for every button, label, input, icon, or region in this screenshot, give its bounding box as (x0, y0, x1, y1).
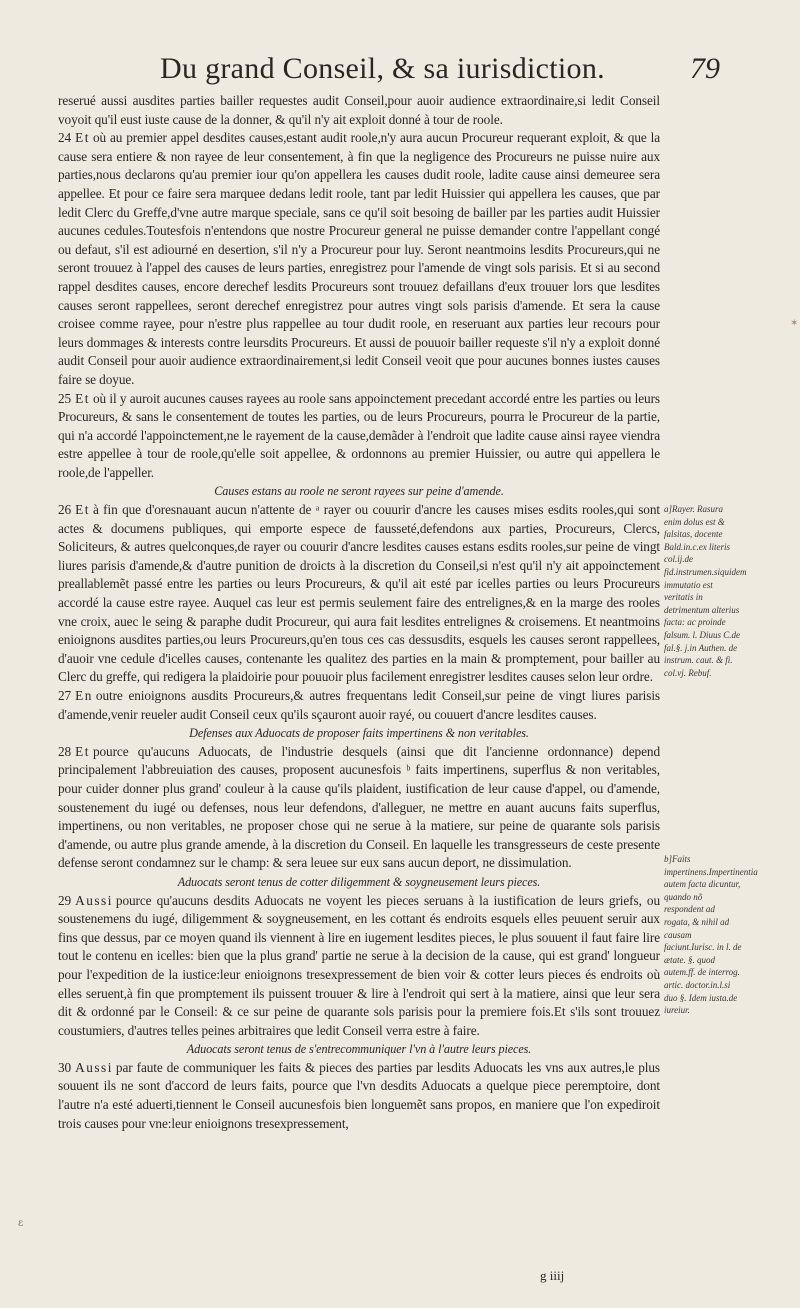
page-header (160, 52, 720, 92)
paragraph-text: où il y auroit aucunes causes rayees au roole sans appoinctement precedant accordé entre les parties ou leurs Procureurs, & sans le consentement de toutes les parties, ou de leurs Procureurs, pourra le Procureur de la partie, qui n'a accordé l'appoinctement,ne le rayement de la cause,demãder à l'endroit que ladite cause ainsi rayee viendra estre appellee à tour de roole,qu'elle soit appellee, & ordonnons au premier Huissier, ou autre qui appellera le roole,de l'appeller. (58, 390, 660, 480)
lead-word: Aussi (75, 1059, 113, 1075)
article-paragraph (58, 390, 660, 483)
paragraph-text: pource qu'aucuns desdits Aduocats ne voyent les pieces seruans à la iustification de leurs griefs, ou soustenemens du iugé, diligemment & soygneusement, en les cottant és endroits esquels elles peuuent seruir aux fins que dessus, par ce moyen quand ils viennent à lire en iugement lesdites pieces, le plus souuent il faut faire lire tout le contenu en icelles: bien que la plus grand' partie ne serue à la decision de la cause, qui est grand' longueur pour l'expedition de la iustice:leur enioignons tresexpressement de bien voir & cotter leurs pieces és endroits où elles seruent,à fin que promptement ils puissent trouuer & lire à l'endroit qui sert à la matiere, ainsi que leur sera dit & ordonné par le Conseil: & ce sur peine de quarante sols parisis pour la premiere fois.Et s'ils sont trouuez coustumiers, d'autres telles peines arbitraires que ledit Conseil verra estre à faire. (58, 892, 660, 1038)
article-paragraph (58, 501, 660, 687)
article-number: 27 (58, 688, 72, 703)
section-heading: Causes estans au roole ne seront rayees sur peine d'amende. (214, 484, 504, 499)
page-number: 79 (690, 52, 720, 85)
lead-word: Et (75, 130, 90, 146)
paragraph-text: à fin que d'oresnauant aucun n'attente de ᵃ rayer ou couurir d'ancre les causes mises esdits rooles,qui sont actes & documens publiques, qui emporte espece de fausseté,defendons aux parties, Procureurs, Clercs, Soliciteurs, & autres quelconques,de rayer ou couurir d'ancre lesdites causes estans esdits rooles,sur peine de vingt liures parisis d'amende,& d'autre punition de droicts à la discretion du Conseil,si n'est qu'il n'y ait appoinctement preallablemẽt passé entre les parties ou leurs Procureurs, & qu'il ait esté par icelles parties ou leurs Procureurs accordé la cause estre rayee. Auquel cas leur est permis seulement faire des entrelignes,& en la marge des rooles vne croix, auec le seing & paraphe dudit Procureur, qui aura fait lesdites entrelignes & croisemens. Et neantmoins enioignons ausdites parties,ou leurs Procureurs,qu'en tous ces cas dessusdits, esquels les causes seront rappellees, d'auoir vne cedule d'icelles causes, contenante les qualitez des parties en la main & promptement, pour bailler au Clerc du greffe, qui redigera la plaidoirie pour pouuoir plus facilement enregistrer lesdites causes selon leur ordre. (58, 502, 660, 685)
margin-note-b: b]Faits impertinens.Impertinentia autem facta dicuntur, quando nõ respondent ad rogata, & nihil ad causam faciunt.Iurisc. in l. de ætate. §. quod autem.ff. de interrog. artic. doctor.in.l.si duo §. Idem iusta.de iureiur. (664, 854, 758, 1016)
main-text-column (58, 92, 660, 1133)
fold-mark: ✶ (790, 318, 799, 329)
lead-word: En (75, 688, 93, 703)
lead-word: Et (75, 390, 90, 406)
paragraph-text: pource qu'aucuns Aduocats, de l'industrie desquels (ainsi que dit l'ancienne ordonnance) depend principalement l'abbreuiation des causes, proposent aucunesfois ᵇ faits impertinens, superflus & non veritables, pour cuider donner plus grand' couleur à la cause qu'ils plaident, iustification de leur cause d'appel, ou d'amende, soustenement du iugé ou defenses, nous leur defendons, d'alleguer, ne mettre en auant aucuns faits superflus, impertinens, ou non veritables, ne proposer chose qui ne serue à la matiere, sur peine de quarante sols parisis d'amende, ou autre plus grande amende, à la discretion du Conseil. En laquelle les transgresseurs de ceste presente defense seront condamnez sur le champ: & sera leuee sur eux sans aucun deport, ne dissimulation. (58, 743, 660, 871)
article-number: 29 (58, 892, 72, 908)
article-paragraph (58, 129, 660, 389)
article-paragraph (58, 687, 660, 724)
article-number: 25 (58, 390, 72, 406)
section-heading: Aduocats seront tenus de cotter diligemment & soygneusement leurs pieces. (177, 874, 541, 889)
article-paragraph (58, 892, 660, 1041)
signature-mark: g iiij (540, 1268, 565, 1283)
stray-mark: ε (18, 1218, 24, 1229)
paragraph-text: outre enioignons ausdits Procureurs,& autres frequentans ledit Conseil,sur peine de vingt liures parisis d'amende,venir reueler audit Conseil ceux qu'ils sçauront auoir rayé, ou couuert d'ancre lesdites causes. (58, 688, 660, 722)
paragraph-text: par faute de communiquer les faits & pieces des parties par lesdits Aduocats les vns aux autres,le plus souuent ils ne sont d'accord de leurs faits, pource que l'vn desdits Aduocats a quelque piece peremptoire, dont l'autre n'a esté aduerti,tiennent le Conseil aucunesfois bien longuemẽt sans propos, en maniere que l'on expediroit trois causes pour vne:leur enioignons tresexpressement, (58, 1059, 660, 1131)
lead-word: Et (75, 502, 90, 518)
article-number: 24 (58, 130, 72, 146)
lead-word: Et (75, 743, 90, 759)
running-title: Du grand Conseil, & sa iurisdiction. (160, 52, 605, 85)
section-heading: Defenses aux Aduocats de proposer faits impertinens & non veritables. (189, 726, 529, 741)
article-paragraph (58, 1059, 660, 1133)
lead-word: Aussi (75, 892, 113, 908)
margin-note-a: a]Rayer. Rasura enim dolus est & falsitas, docente Bald.in.c.ex literis col.ij.de fid.instrumen.siquidem immutatio est veritatis in detrimentum alterius facta: ac proinde falsum. l. Diuus C.de fal.§. j.in Authen. de instrum. caut. & fi. col.vj. Rebuf. (664, 504, 747, 678)
article-number: 30 (58, 1059, 72, 1075)
article-paragraph (58, 743, 660, 873)
continuation-paragraph: reserué aussi ausdites parties bailler requestes audit Conseil,pour auoir audience extraordinaire,si ledit Conseil voyoit qu'il eust iuste cause de la donner, & qu'il n'y ait exploit donné à tour de roole. (58, 93, 660, 127)
article-number: 26 (58, 502, 72, 518)
article-number: 28 (58, 743, 72, 759)
paragraph-text: où au premier appel desdites causes,estant audit roole,n'y aura aucun Procureur requerant exploit, & que la cause sera entiere & non rayee de leur consentement, à fin que la negligence des Procureurs ne puisse nuire aux parties,nous declarons qu'au premier iour qu'on appellera les causes dudit roole, ladite cause ainsi demeuree sera appellee. Et pour ce faire sera marquee dedans ledit roole, tant par ledit Huissier qui appellera les causes, que par ledit Clerc du Greffe,d'vne autre marque speciale, sans ce qu'il soit besoing de bailler par les parties audit Huissier aucunes cedules.Toutesfois n'entendons que nostre Procureur general ne puisse demander contre l'appellant congé ou defaut, s'il est adiourné en desertion, s'il n'y a Procureur pour luy. Seront neantmoins lesdits Procureurs,qui ne seront trouuez à l'appel des causes de leurs parties, enregistrez pour l'amende de vingt sols parisis. Et si au second rappel desdites causes, encore derechef lesdits Procureurs sont trouuez defaillans d'eux trouuer lors que lesdites causes seront rappellees, seront derechef enregistrez pour autres vingt sols parisis d'amende. Et sera la cause croisee comme rayee, pour n'estre plus rappellee au tour dudit roole, en reseruant aux parties leur recours pour leurs dommages & interests contre leursdits Procureurs. Et aussi de pouuoir bailler requeste s'il n'y a exploit donné audit Conseil pour auoir audience extraordinairement,si ledit Conseil veoit que pour aucunes bonnes iustes causes faire se doyue. (58, 130, 660, 387)
section-heading: Aduocats seront tenus de s'entrecommuniquer l'vn à l'autre leurs pieces. (186, 1042, 532, 1057)
